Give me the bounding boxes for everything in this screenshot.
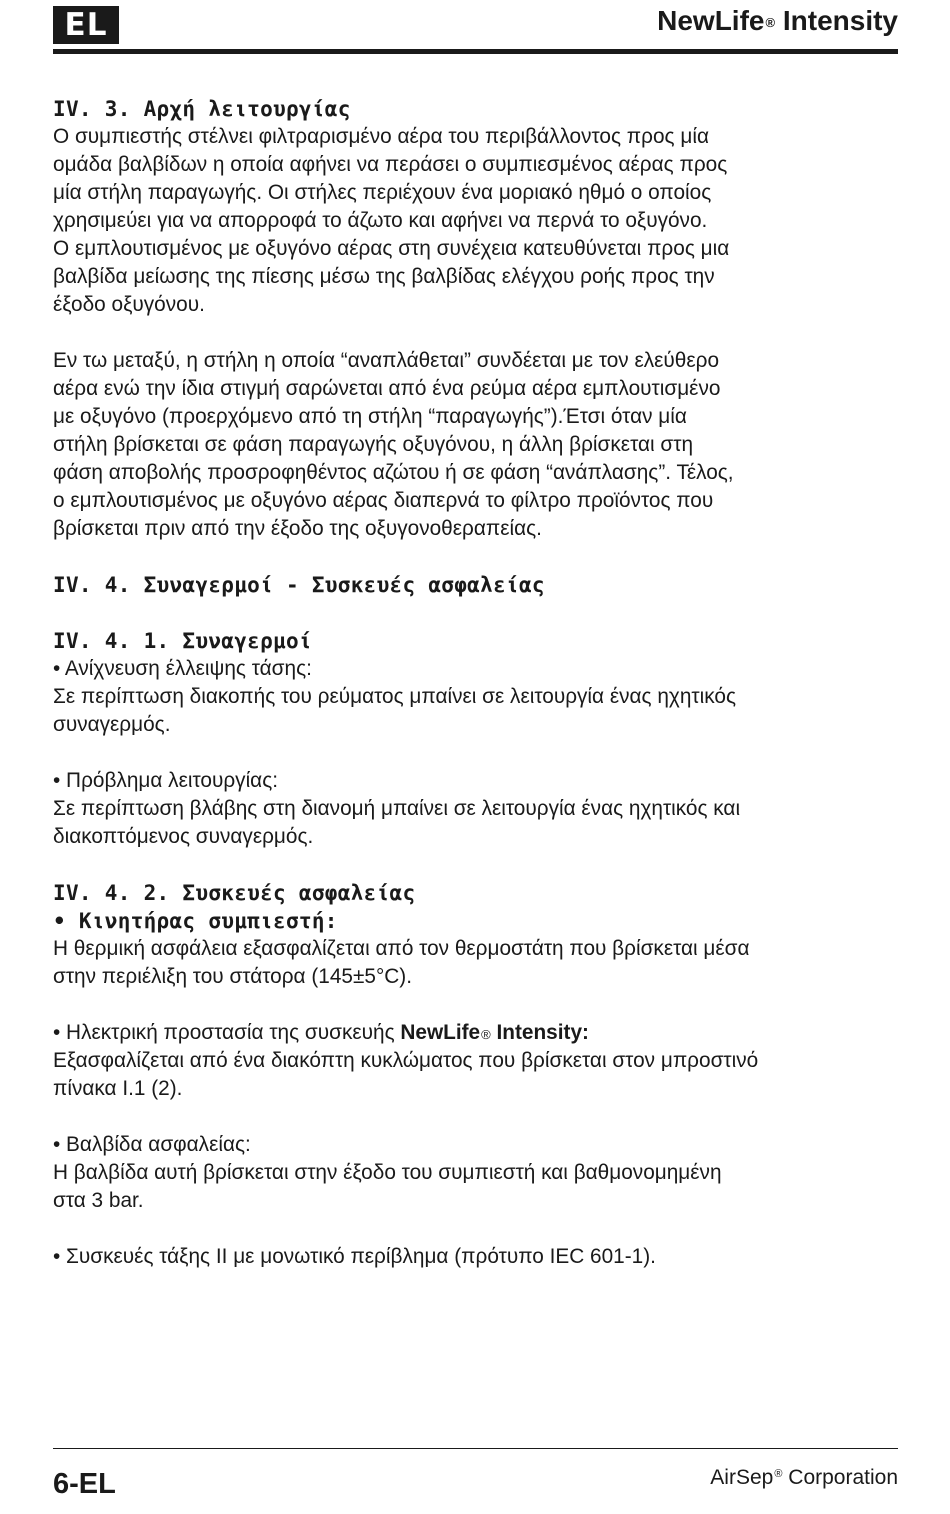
text-line: ο εμπλουτισμένος με οξυγόνο αέρας διαπερνά το φίλτρο προϊόντος που <box>53 489 714 512</box>
company-name <box>710 1466 898 1490</box>
registered-mark: ® <box>774 1468 783 1480</box>
text-line: έξοδο οξυγόνου. <box>53 293 205 316</box>
text-line: ομάδα βαλβίδων η οποία αφήνει να περάσει ο συμπιεσμένος αέρας προς <box>53 153 728 176</box>
text-line: Η βαλβίδα αυτή βρίσκεται στην έξοδο του συμπιεστή και βαθμονομημένη <box>53 1161 722 1184</box>
section-heading-principle: IV. 3. Αρχή λειτουργίας <box>53 97 351 121</box>
footer-rule <box>53 1448 898 1449</box>
text-line: Σε περίπτωση διακοπής του ρεύματος μπαίνει σε λειτουργία ένας ηχητικός <box>53 685 736 708</box>
text-line: πίνακα I.1 (2). <box>53 1077 183 1100</box>
company-suffix: Corporation <box>782 1466 898 1489</box>
header-rule <box>53 49 898 54</box>
bullet-title-bold: • Κινητήρας συμπιεστή: <box>53 909 338 933</box>
text-line: φάση αποβολής προσροφηθέντος αζώτου ή σε φάση “ανάπλασης”. Τέλος, <box>53 461 734 484</box>
company-brand: AirSep <box>710 1466 774 1489</box>
document-title-brand: NewLife <box>657 5 765 36</box>
text-line: χρησιμεύει για να απορροφά το άζωτο και αφήνει να περνά το οξυγόνο. <box>53 209 708 232</box>
text-line: Ο εμπλουτισμένος με οξυγόνο αέρας στη συνέχεια κατευθύνεται προς μια <box>53 237 730 260</box>
text-line: συναγερμός. <box>53 713 171 736</box>
text-line: μία στήλη παραγωγής. Οι στήλες περιέχουν ένα μοριακό ηθμό ο οποίος <box>53 181 712 204</box>
text-line: αέρα ενώ την ίδια στιγμή σαρώνεται από ένα ρεύμα αέρα εμπλουτισμένο <box>53 377 721 400</box>
text-line: με οξυγόνο (προερχόμενο από τη στήλη “παραγωγής”).Έτσι όταν μία <box>53 405 687 428</box>
text-line: στα 3 bar. <box>53 1189 144 1212</box>
bullet-title: • Ανίχνευση έλλειψης τάσης: <box>53 657 312 680</box>
brand-name: NewLife <box>400 1021 481 1044</box>
document-title-suffix: Intensity <box>775 5 898 36</box>
registered-mark: ® <box>481 1027 491 1042</box>
document-title <box>657 4 898 38</box>
text-line: στήλη βρίσκεται σε φάση παραγωγής οξυγόνου, η άλλη βρίσκεται στη <box>53 433 694 456</box>
bullet-title: • Πρόβλημα λειτουργίας: <box>53 769 279 792</box>
text-line: Σε περίπτωση βλάβης στη διανομή μπαίνει σε λειτουργία ένας ηχητικός και <box>53 797 741 820</box>
page-body <box>53 95 903 1271</box>
section-heading-alarms-safety: IV. 4. Συναγερμοί - Συσκευές ασφαλείας <box>53 573 545 597</box>
brand-suffix: Intensity: <box>490 1021 589 1044</box>
bullet-title-text: • Ηλεκτρική προστασία της συσκευής <box>53 1021 401 1044</box>
text-line: διακοπτόμενος συναγερμός. <box>53 825 314 848</box>
bullet-title <box>53 1019 903 1047</box>
language-logo <box>53 6 119 44</box>
bullet-title: • Βαλβίδα ασφαλείας: <box>53 1133 251 1156</box>
text-line: Η θερμική ασφάλεια εξασφαλίζεται από τον θερμοστάτη που βρίσκεται μέσα <box>53 937 750 960</box>
section-heading-alarms: IV. 4. 1. Συναγερμοί <box>53 629 312 653</box>
section-heading-safety-devices: IV. 4. 2. Συσκευές ασφαλείας <box>53 881 416 905</box>
bullet-item: • Συσκευές τάξης II με μονωτικό περίβλημα (πρότυπο IEC 601-1). <box>53 1245 656 1268</box>
page-number: 6-EL <box>53 1468 116 1500</box>
text-line: Ο συμπιεστής στέλνει φιλτραρισμένο αέρα του περιβάλλοντος προς μία <box>53 125 709 148</box>
text-line: βαλβίδα μείωσης της πίεσης μέσω της βαλβίδας ελέγχου ροής προς την <box>53 265 715 288</box>
text-line: Εν τω μεταξύ, η στήλη η οποία “αναπλάθεται” συνδέεται με τον ελεύθερο <box>53 349 720 372</box>
page-header <box>53 0 898 52</box>
text-line: βρίσκεται πριν από την έξοδο της οξυγονοθεραπείας. <box>53 517 542 540</box>
registered-mark: ® <box>765 15 776 30</box>
text-line: Εξασφαλίζεται από ένα διακόπτη κυκλώματος που βρίσκεται στον μπροστινό <box>53 1049 759 1072</box>
language-logo-text: EL <box>64 7 108 43</box>
text-line: στην περιέλιξη του στάτορα (145±5°C). <box>53 965 412 988</box>
